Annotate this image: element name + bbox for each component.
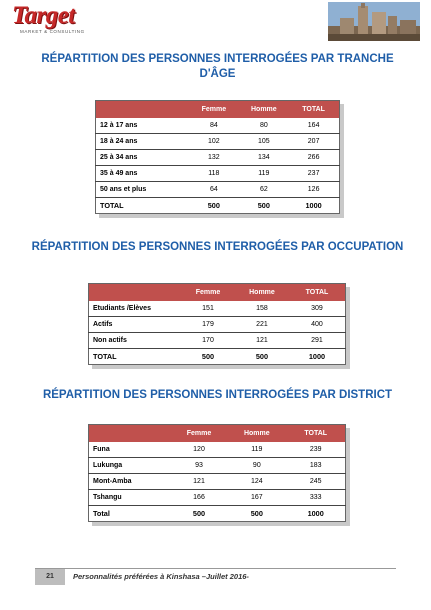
cell-total: 183 bbox=[286, 458, 345, 474]
cell-homme: 119 bbox=[227, 442, 286, 458]
cell-homme: 221 bbox=[235, 317, 289, 333]
cell-total: 245 bbox=[286, 474, 345, 490]
column-header: Femme bbox=[181, 284, 235, 301]
column-header bbox=[96, 101, 189, 118]
cell-homme: 500 bbox=[257, 201, 270, 210]
table-row bbox=[89, 474, 346, 490]
table-occupation bbox=[88, 283, 346, 365]
cell-homme: 80 bbox=[239, 118, 288, 134]
cell-homme: 124 bbox=[227, 474, 286, 490]
cell-homme: 105 bbox=[239, 134, 288, 150]
table-row bbox=[89, 317, 346, 333]
section-title-age: RÉPARTITION DES PERSONNES INTERROGÉES PAR TRANCHE D'ÂGE bbox=[41, 53, 394, 80]
cell-total: 239 bbox=[286, 442, 345, 458]
target-logo bbox=[12, 4, 106, 36]
table-total-row bbox=[96, 198, 340, 214]
table-row bbox=[96, 134, 340, 150]
cell-homme: 62 bbox=[239, 182, 288, 198]
column-header: TOTAL bbox=[289, 284, 346, 301]
cell-total: 291 bbox=[289, 333, 346, 349]
cell-femme: 84 bbox=[188, 118, 239, 134]
table-total-row bbox=[89, 506, 346, 522]
cell-femme: 121 bbox=[171, 474, 228, 490]
row-label: 25 à 34 ans bbox=[96, 150, 189, 166]
row-label: Actifs bbox=[89, 317, 182, 333]
table-row bbox=[96, 166, 340, 182]
cell-total: 400 bbox=[289, 317, 346, 333]
city-skyline-image bbox=[328, 2, 420, 41]
table-row bbox=[89, 301, 346, 317]
cell-femme: 166 bbox=[171, 490, 228, 506]
table-header-row bbox=[96, 101, 340, 118]
cell-homme: 119 bbox=[239, 166, 288, 182]
row-label: Funa bbox=[89, 442, 171, 458]
column-header: Femme bbox=[171, 425, 228, 442]
logo-tagline: MARKET & CONSULTING bbox=[20, 29, 85, 34]
cell-total: 237 bbox=[288, 166, 339, 182]
column-header: Homme bbox=[227, 425, 286, 442]
row-label: Etudiants /Elèves bbox=[89, 301, 182, 317]
row-label: 50 ans et plus bbox=[96, 182, 189, 198]
table-row bbox=[89, 458, 346, 474]
table-row bbox=[89, 490, 346, 506]
cell-homme: 121 bbox=[235, 333, 289, 349]
table-total-row bbox=[89, 349, 346, 365]
cell-homme: 134 bbox=[239, 150, 288, 166]
table-row bbox=[96, 118, 340, 134]
cell-femme: 93 bbox=[171, 458, 228, 474]
row-label: Non actifs bbox=[89, 333, 182, 349]
cell-femme: 179 bbox=[181, 317, 235, 333]
cell-total: 126 bbox=[288, 182, 339, 198]
column-header: Femme bbox=[188, 101, 239, 118]
cell-total: 1000 bbox=[308, 352, 326, 361]
header-city-photo bbox=[328, 2, 420, 41]
cell-homme: 500 bbox=[255, 352, 269, 361]
cell-total: 309 bbox=[289, 301, 346, 317]
cell-femme: 102 bbox=[188, 134, 239, 150]
section-title-occupation: RÉPARTITION DES PERSONNES INTERROGÉES PAR OCCUPATION bbox=[31, 241, 404, 253]
cell-femme: 120 bbox=[171, 442, 228, 458]
column-header bbox=[89, 284, 182, 301]
cell-homme: 167 bbox=[227, 490, 286, 506]
cell-total: 266 bbox=[288, 150, 339, 166]
logo-wordmark: Target bbox=[12, 2, 75, 29]
column-header: TOTAL bbox=[288, 101, 339, 118]
cell-homme: 90 bbox=[227, 458, 286, 474]
table-row bbox=[89, 333, 346, 349]
cell-femme: 132 bbox=[188, 150, 239, 166]
column-header: TOTAL bbox=[286, 425, 345, 442]
page-footer bbox=[35, 568, 396, 584]
cell-total: 207 bbox=[288, 134, 339, 150]
cell-total: 1000 bbox=[307, 509, 324, 518]
cell-total: 1000 bbox=[305, 201, 322, 210]
column-header: Homme bbox=[239, 101, 288, 118]
table-header-row bbox=[89, 284, 346, 301]
cell-homme: 500 bbox=[250, 509, 263, 518]
row-label: Mont-Amba bbox=[89, 474, 171, 490]
table-age bbox=[95, 100, 340, 214]
table-row bbox=[96, 182, 340, 198]
cell-femme: 500 bbox=[207, 201, 220, 210]
cell-femme: 118 bbox=[188, 166, 239, 182]
cell-femme: 500 bbox=[192, 509, 206, 518]
column-header: Homme bbox=[235, 284, 289, 301]
table-header-row bbox=[89, 425, 346, 442]
footer-title: Personnalités préférées à Kinshasa –Juillet 2016- bbox=[73, 572, 249, 581]
row-label: 35 à 49 ans bbox=[96, 166, 189, 182]
cell-femme: 170 bbox=[181, 333, 235, 349]
row-label: Lukunga bbox=[89, 458, 171, 474]
page-number: 21 bbox=[35, 569, 65, 585]
table-row bbox=[96, 150, 340, 166]
table-row bbox=[89, 442, 346, 458]
table-district bbox=[88, 424, 346, 522]
cell-total: 333 bbox=[286, 490, 345, 506]
section-title-district: RÉPARTITION DES PERSONNES INTERROGÉES PAR DISTRICT bbox=[42, 389, 393, 401]
column-header bbox=[89, 425, 171, 442]
row-label: 18 à 24 ans bbox=[96, 134, 189, 150]
cell-femme: 151 bbox=[181, 301, 235, 317]
row-label: TOTAL bbox=[100, 201, 124, 210]
row-label: 12 à 17 ans bbox=[96, 118, 189, 134]
row-label: Tshangu bbox=[89, 490, 171, 506]
cell-homme: 158 bbox=[235, 301, 289, 317]
row-label: Total bbox=[93, 509, 110, 518]
cell-femme: 64 bbox=[188, 182, 239, 198]
cell-total: 164 bbox=[288, 118, 339, 134]
row-label: TOTAL bbox=[93, 352, 117, 361]
cell-femme: 500 bbox=[201, 352, 215, 361]
